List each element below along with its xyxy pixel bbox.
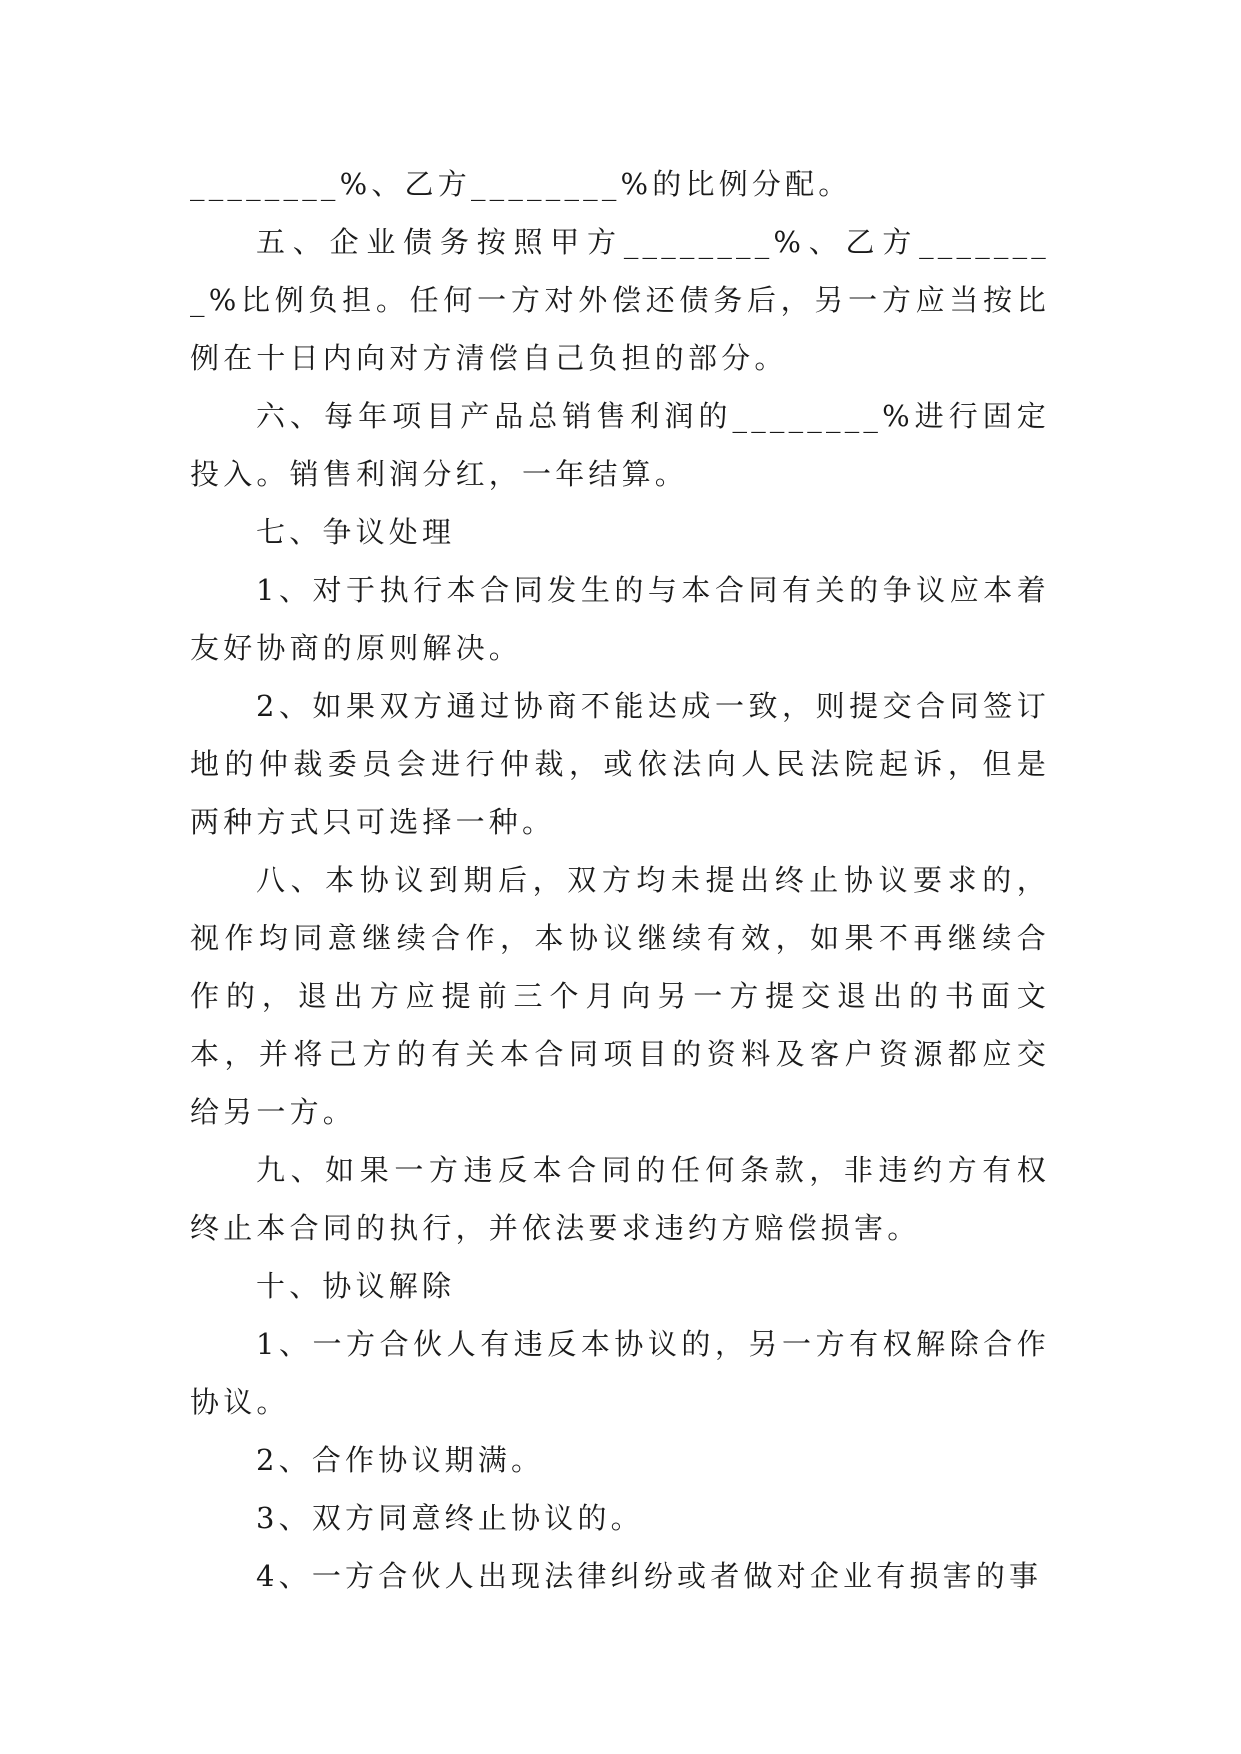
paragraph-clause-ten-item-3: 3、双方同意终止协议的。: [256, 1501, 644, 1535]
paragraph-clause-five-debt: 五、企业债务按照甲方________%、乙方________%比例负担。任何一方对外偿还债务后，另一方应当按比例在十日内向对方清偿自己负担的部分。: [190, 225, 1050, 375]
paragraph-clause-six-investment: 六、每年项目产品总销售利润的________%进行固定投入。销售利润分红，一年结算。: [190, 399, 1050, 491]
paragraph-clause-seven-item-2: 2、如果双方通过协商不能达成一致，则提交合同签订地的仲裁委员会进行仲裁，或依法向人民法院起诉，但是两种方式只可选择一种。: [190, 689, 1050, 839]
paragraph-clause-eight-renewal: 八、本协议到期后，双方均未提出终止协议要求的，视作均同意继续合作，本协议继续有效，如果不再继续合作的，退出方应提前三个月向另一方提交退出的书面文本，并将己方的有关本合同项目的资料及客户资源都应交给另一方。: [190, 863, 1050, 1129]
paragraph-clause-ten-item-2: 2、合作协议期满。: [256, 1443, 545, 1477]
paragraph-profit-share-continued: ________%、乙方________%的比例分配。: [190, 167, 852, 201]
paragraph-clause-ten-item-4: 4、一方合伙人出现法律纠纷或者做对企业有损害的事: [256, 1559, 1043, 1593]
heading-clause-seven-dispute: 七、争议处理: [256, 515, 456, 549]
paragraph-clause-nine-breach: 九、如果一方违反本合同的任何条款，非违约方有权终止本合同的执行，并依法要求违约方赔偿损害。: [190, 1153, 1050, 1245]
heading-clause-ten-termination: 十、协议解除: [256, 1269, 456, 1303]
paragraph-clause-ten-item-1: 1、一方合伙人有违反本协议的，另一方有权解除合作协议。: [190, 1327, 1050, 1419]
document-body: [190, 155, 1050, 1605]
paragraph-clause-seven-item-1: 1、对于执行本合同发生的与本合同有关的争议应本着友好协商的原则解决。: [190, 573, 1050, 665]
